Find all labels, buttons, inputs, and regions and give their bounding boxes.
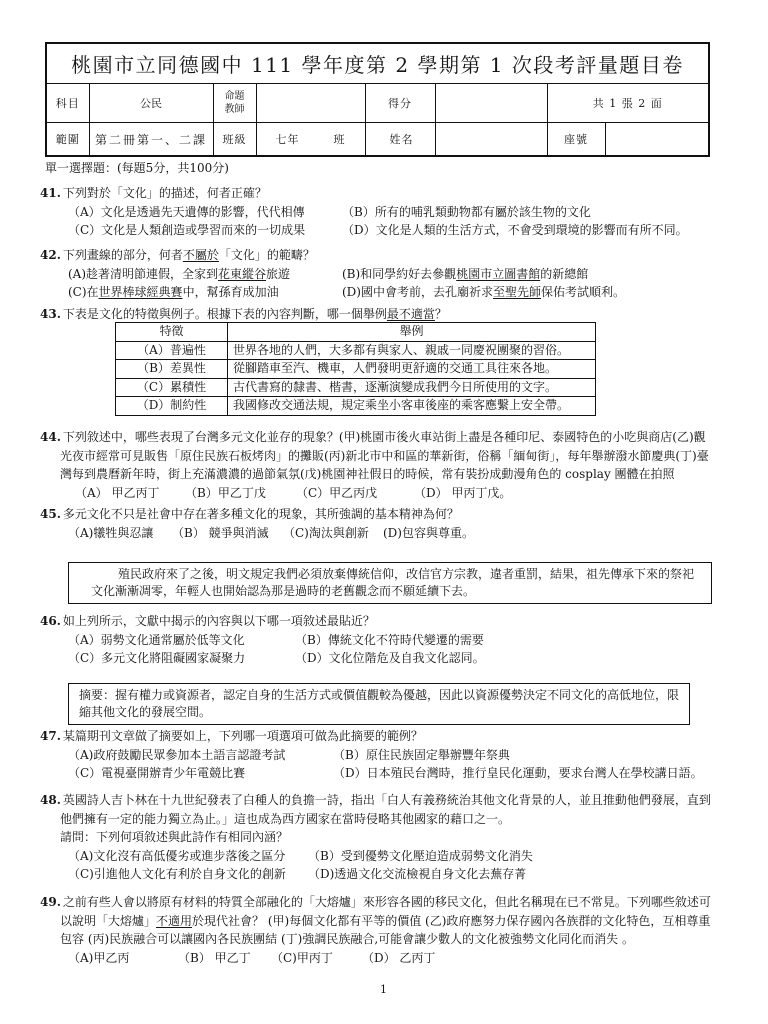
- question-48-options: [68, 847, 716, 884]
- passage-box-colonial: 殖民政府來了之後，明文規定我們必須放棄傳統信仰，改信官方宗教，違者重罰，結果，祖先傳承下來的祭祀文化漸漸凋零，年輕人也開始認為那是過時的老舊觀念而不願延續下去。: [68, 562, 712, 604]
- option-a: （A)政府鼓勵民眾參加本土語言認證考試: [68, 747, 286, 762]
- name-label: 姓名: [365, 123, 435, 157]
- section-title: 單一選擇題：(每題5分，共100分): [45, 161, 229, 175]
- sheet-count: 共 1 張 2 面: [547, 84, 709, 123]
- option-c: （C）電視臺開辦青少年電競比賽: [68, 766, 246, 780]
- option-c: （C）甲乙丙戊: [296, 485, 378, 500]
- question-43-stem: [40, 305, 716, 324]
- question-text: 英國詩人吉卜林在十九世紀發表了白種人的負擔一詩，指出「白人有義務統治其他文化背景的人，並且推動他們發展，直到他們擁有一定的能力獨立為止。」這也成為西方國家在當時侵略其他國家的藉口之一。: [60, 793, 711, 826]
- question-46-options: [68, 631, 716, 668]
- class-value: [256, 123, 365, 157]
- question-46: [40, 612, 716, 668]
- seat-label: 座號: [547, 123, 605, 157]
- option-row: [68, 265, 716, 284]
- option-a: （A)甲乙丙: [68, 950, 130, 965]
- option-d: （D）文化是人類的生活方式，不會受到環境的影響而有所不同。: [342, 223, 688, 237]
- option-b: （B） 甲乙丁: [178, 950, 251, 965]
- option-text: (B)和同學約好去參觀: [342, 266, 457, 281]
- option-b: （B）所有的哺乳類動物都有屬於該生物的文化: [342, 204, 591, 219]
- option-row: [68, 865, 716, 884]
- question-44-options: [75, 484, 716, 503]
- score-value-cell: [435, 84, 547, 123]
- example-cell: 我國修改交通法規，規定乘坐小客車後座的乘客應繫上安全帶。: [228, 397, 596, 416]
- question-number: 44.: [40, 430, 61, 444]
- option-d: [342, 283, 625, 302]
- option-text: 保佑考試順利。: [541, 285, 626, 299]
- option-c: （C）文化是人類創造或學習而來的一切成果: [68, 223, 306, 237]
- question-text: 之前有些人會以將原有材料的特質全部融化的「大熔爐」來形容各國的移民文化，但此名稱現在已不常見。下列哪些敘述可以說明「大熔爐」: [60, 895, 711, 928]
- underlined-term: 桃園市立圖書館: [456, 266, 541, 281]
- question-47: [40, 727, 716, 783]
- option-b: [342, 265, 588, 284]
- question-number: 47.: [40, 729, 61, 743]
- question-49-options: [68, 949, 716, 968]
- teacher-label: [213, 84, 256, 123]
- option-d: （D） 甲丙丁戊。: [414, 485, 512, 500]
- option-c: （C)淘汰與創新: [283, 525, 369, 540]
- option-row: [68, 221, 716, 240]
- question-42-options: [68, 265, 716, 302]
- option-text: 旅遊: [266, 266, 291, 281]
- option-text: (A)趁著清明節連假，全家到: [68, 266, 219, 281]
- range-text: 第二冊第一、二課: [94, 132, 207, 147]
- class-suffix: 班: [333, 133, 346, 146]
- underlined-term: 至聖先師: [493, 285, 542, 299]
- example-cell: 從腳踏車至汽、機車，人們發明更舒適的交通工具往來各地。: [228, 360, 596, 379]
- option-b: （B）原住民族固定舉辦豐年祭典: [333, 747, 510, 762]
- option-d: （D） 乙丙丁: [362, 950, 436, 965]
- question-number: 48.: [40, 793, 61, 807]
- question-number: 42.: [40, 248, 61, 262]
- option-row: [75, 484, 716, 503]
- option-b: （B） 競爭與消滅: [172, 525, 269, 540]
- option-row: [68, 764, 716, 783]
- option-a: （A）弱勢文化通常屬於低等文化: [68, 632, 245, 647]
- question-41-options: [68, 203, 716, 240]
- underlined-term: 世界棒球經典賽: [98, 285, 183, 299]
- subject-value: 公民: [89, 84, 213, 123]
- question-48: [40, 791, 716, 884]
- feature-cell: （B）差異性: [116, 360, 228, 379]
- option-d: （D)透過文化交流檢視自身文化去蕪存菁: [308, 867, 527, 881]
- option-a: （A） 甲乙丙丁: [75, 485, 160, 500]
- question-45-stem: [40, 505, 716, 524]
- range-label: 範圍: [46, 123, 89, 157]
- option-a: （A）文化是透過先天遺傳的影響，代代相傳: [68, 204, 305, 219]
- question-42-stem: [40, 246, 716, 265]
- page-number: 1: [380, 983, 387, 996]
- question-text: 下列畫線的部分，何者: [62, 248, 183, 262]
- example-cell: 世界各地的人們，大多都有與家人、親戚一同慶祝團聚的習俗。: [228, 341, 596, 360]
- option-a: （A)文化沒有高低優劣或進步落後之區分: [68, 848, 286, 863]
- question-text: 下列敘述中，哪些表現了台灣多元文化並存的現象？(甲)桃園市後火車站街上盡是各種印尼、泰國特色的小吃與商店(乙)觀光夜市經常可見販售「原住民族石板烤肉」的攤販(丙)新北市中和區的華新街，俗稱「緬甸街」，每年舉辦潑水節慶典(丁)臺灣每到農曆新年時，街上充滿濃濃的過節氣氛(戊)桃園神社假日的時候，常有裝扮成動漫角色的 cosplay 團體在拍照: [60, 430, 709, 481]
- exam-header-table: [45, 42, 710, 157]
- option-d: (D)包容與尊重。: [383, 525, 474, 540]
- question-number: 41.: [40, 186, 61, 200]
- grade-text: 七年: [275, 133, 300, 146]
- question-46-stem: [40, 612, 716, 631]
- option-text: 的新總館: [540, 266, 589, 281]
- option-a: （A)犧牲與忍讓: [68, 525, 154, 540]
- question-text: 某篇期刊文章做了摘要如上，下列哪一項選項可做為此摘要的範例？: [62, 729, 423, 743]
- question-text: 多元文化不只是社會中存在著多種文化的現象，其所強調的基本精神為何？: [62, 507, 459, 521]
- question-48-prompt: 請問：下列何項敘述與此詩作有相同內涵？: [60, 830, 289, 844]
- question-47-stem: [40, 727, 716, 746]
- underlined-term: 不屬於: [182, 248, 219, 262]
- question-41: [40, 184, 716, 240]
- question-text: ？: [434, 307, 447, 321]
- table-header-row: [116, 323, 596, 342]
- option-d: （D）文化位階危及自我文化認同。: [295, 651, 485, 665]
- question-number: 45.: [40, 507, 61, 521]
- option-b: （B）甲乙丁戊: [185, 485, 266, 500]
- question-text: 於現代社會？ (甲)每個文化都有平等的價值 (乙)政府應努力保存國內各族群的文化特色，互相尊重包容 (丙)民族融合可以讓國內各民族團結 (丁)強調民族融合,可能會讓少數人的文化被強勢文化同化而消失 。: [60, 913, 711, 946]
- feature-cell: （A）普遍性: [116, 341, 228, 360]
- passage-box-abstract: 摘要：握有權力或資源者，認定自身的生活方式或價值觀較為優越，因此以資源優勢決定不同文化的高低地位，限縮其他文化的發展空間。: [68, 683, 690, 725]
- question-text: 下表是文化的特徵與例子。根據下表的內容判斷，哪一個舉例: [62, 307, 387, 321]
- teacher-label-line-2: 教師: [224, 104, 245, 115]
- class-label: 班級: [213, 123, 256, 157]
- feature-cell: （C）累積性: [116, 378, 228, 397]
- question-number: 49.: [40, 895, 61, 909]
- question-text: 如上列所示，文獻中揭示的內容與以下哪一項敘述最貼近？: [62, 614, 375, 628]
- question-45: [40, 505, 716, 542]
- seat-value-cell: [605, 123, 709, 157]
- question-48-stem: [40, 791, 716, 828]
- exam-title: 桃園市立同德國中 111 學年度第 2 學期第 1 次段考評量題目卷: [46, 43, 709, 84]
- option-c: （C)引進他人文化有利於自身文化的創新: [68, 867, 286, 881]
- range-value: [89, 123, 213, 157]
- option-a: [68, 265, 342, 284]
- question-42: [40, 246, 716, 302]
- question-49: [40, 893, 716, 967]
- option-row: [68, 649, 716, 668]
- option-text: (D)國中會考前，去孔廟祈求: [342, 285, 493, 299]
- name-value-cell: [435, 123, 547, 157]
- option-row: [68, 631, 716, 650]
- feature-cell: （D）制約性: [116, 397, 228, 416]
- question-47-options: [68, 746, 716, 783]
- underlined-term: 不適用: [156, 913, 193, 928]
- teacher-label-line-1: 命題: [224, 91, 245, 102]
- option-row: [68, 847, 716, 866]
- question-number: 46.: [40, 614, 61, 628]
- option-row: [68, 746, 716, 765]
- example-cell: 古代書寫的隸書、楷書，逐漸演變成我們今日所使用的文字。: [228, 378, 596, 397]
- question-44: [40, 428, 716, 502]
- question-number: 43.: [40, 307, 61, 321]
- option-b: （B）受到優勢文化壓迫造成弱勢文化消失: [308, 848, 533, 863]
- option-b: （B）傳統文化不符時代變遷的需要: [295, 632, 484, 647]
- option-text: 中，幫孫育成加油: [182, 285, 279, 299]
- question-43: [40, 305, 716, 324]
- question-49-stem: [40, 893, 716, 949]
- table-row: [116, 397, 596, 416]
- option-row: [68, 203, 716, 222]
- option-c: [68, 283, 342, 302]
- question-45-options: [68, 524, 716, 543]
- column-header-example: 舉例: [228, 323, 596, 342]
- culture-feature-table: [115, 322, 596, 416]
- table-row: [116, 360, 596, 379]
- question-text: 「文化」的範疇？: [218, 248, 315, 262]
- column-header-feature: 特徵: [116, 323, 228, 342]
- option-c: （C)甲丙丁: [271, 950, 333, 965]
- option-d: （D）日本殖民台灣時，推行皇民化運動，要求台灣人在學校講日語。: [333, 766, 703, 780]
- option-row: [68, 524, 716, 543]
- option-row: [68, 949, 716, 968]
- underlined-term: 最不適當: [386, 307, 435, 321]
- option-text: (C)在: [68, 285, 99, 299]
- table-row: [116, 378, 596, 397]
- teacher-value-cell: [256, 84, 365, 123]
- question-44-stem: [40, 428, 716, 484]
- underlined-term: 花東縱谷: [218, 266, 267, 281]
- table-row: [116, 341, 596, 360]
- question-41-stem: [40, 184, 716, 203]
- subject-label: 科目: [46, 84, 89, 123]
- question-text: 下列對於「文化」的描述，何者正確？: [62, 186, 267, 200]
- option-row: [68, 283, 716, 302]
- score-label: 得分: [365, 84, 435, 123]
- option-c: （C）多元文化將阻礙國家凝聚力: [68, 651, 246, 665]
